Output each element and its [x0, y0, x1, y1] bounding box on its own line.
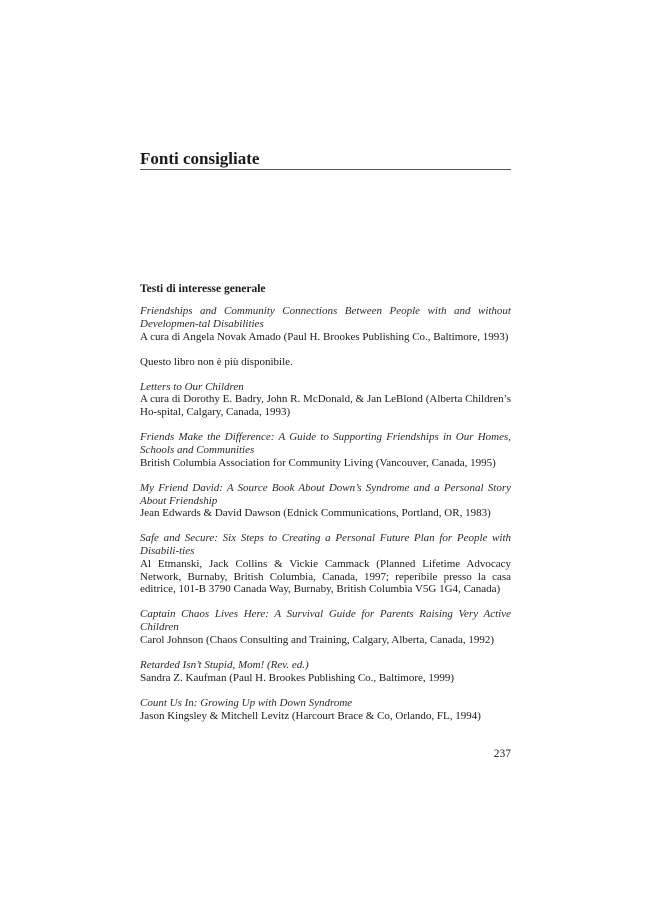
book-detail: A cura di Angela Novak Amado (Paul H. Brookes Publishing Co., Baltimore, 1993): [140, 330, 509, 343]
bibliography-list: [140, 305, 511, 735]
book-detail: Carol Johnson (Chaos Consulting and Training, Calgary, Alberta, Canada, 1992): [140, 634, 495, 647]
book-detail: A cura di Dorothy E. Badry, John R. McDonald, & Jan LeBlond (Alberta Children’s Ho-spital, Calgary, Canada, 1993): [140, 393, 511, 419]
book-title: My Friend David: A Source Book About Down’s Syndrome and a Personal Story About Friendship: [140, 481, 511, 507]
bibliography-entry: [140, 697, 511, 723]
title-rule: [140, 169, 511, 170]
book-title: Letters to Our Children: [140, 380, 244, 393]
book-title: Friends Make the Difference: A Guide to Supporting Friendships in Our Homes, Schools and Communities: [140, 431, 511, 456]
bibliography-entry: [140, 608, 511, 646]
book-detail: Jean Edwards & David Dawson (Ednick Communications, Portland, OR, 1983): [140, 507, 491, 520]
book-detail: British Columbia Association for Community Living (Vancouver, Canada, 1995): [140, 456, 496, 469]
bibliography-entry: [140, 431, 511, 469]
bibliography-entry: [140, 381, 511, 419]
book-title: Retarded Isn’t Stupid, Mom! (Rev. ed.): [140, 659, 309, 672]
book-title: Count Us In: Growing Up with Down Syndrome: [140, 696, 353, 709]
section-heading: Testi di interesse generale: [140, 283, 266, 295]
chapter-title: Fonti consigliate: [140, 149, 260, 168]
book-title: Safe and Secure: Six Steps to Creating a Personal Future Plan for People with Disabili-ties: [140, 532, 511, 558]
book-detail: Jason Kingsley & Mitchell Levitz (Harcourt Brace & Co, Orlando, FL, 1994): [140, 709, 481, 722]
availability-note: Questo libro non è più disponibile.: [140, 355, 293, 368]
book-detail: Sandra Z. Kaufman (Paul H. Brookes Publishing Co., Baltimore, 1999): [140, 671, 455, 684]
bibliography-entry: [140, 532, 511, 596]
book-title: Captain Chaos Lives Here: A Survival Guide for Parents Raising Very Active Children: [140, 608, 511, 634]
bibliography-entry: [140, 482, 511, 520]
book-title: Friendships and Community Connections Between People with and without Developmen-tal Disabilities: [140, 305, 511, 330]
book-detail: Al Etmanski, Jack Collins & Vickie Cammack (Planned Lifetime Advocacy Network, Burnaby, British Columbia, Canada, 1997; reperibile presso la casa editrice, 101-B 3790 Canada Way, Burnaby, British Columbia V5G 1G4, Canada): [140, 557, 511, 596]
bibliography-entry: [140, 305, 511, 343]
page-number: 237: [493, 748, 511, 760]
bibliography-entry: [140, 659, 511, 685]
